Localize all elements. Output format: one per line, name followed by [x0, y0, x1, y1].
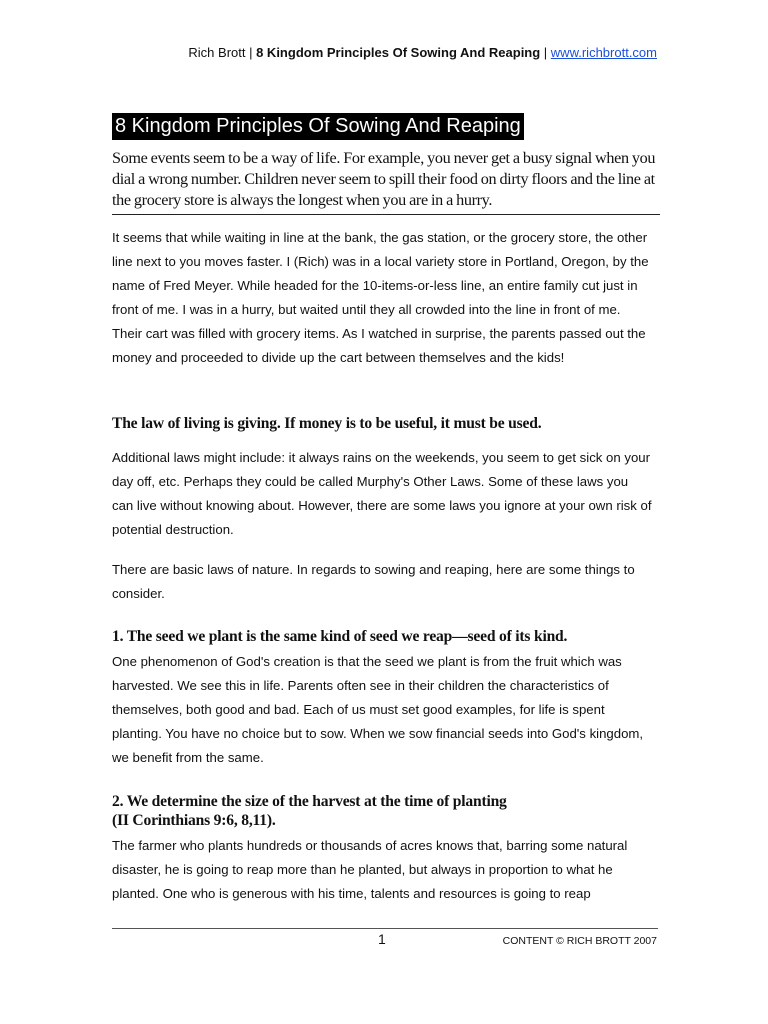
header-title: 8 Kingdom Principles Of Sowing And Reaping: [256, 45, 541, 60]
footer-divider: [112, 928, 658, 929]
header-separator: |: [245, 45, 257, 60]
section-heading: 2. We determine the size of the harvest at the time of planting: [112, 793, 507, 810]
header-author: Rich Brott: [188, 45, 246, 60]
body-paragraph: The farmer who plants hundreds or thousands of acres knows that, barring some natural disaster, he is going to reap more than he planted, but always in proportion to what he planted. One who is generous with his time, talents and resources is going to reap: [112, 838, 628, 901]
body-paragraph: It seems that while waiting in line at the bank, the gas station, or the grocery store, the other line next to you moves faster. I (Rich) was in a local variety store in Portland, Oregon, by the name of Fred Meyer. While headed for the 10-items-or-less line, an entire family cut just in front of me. I was in a hurry, but waited until they all crowded into the line in front of me. Their cart was filled with grocery items. As I watched in surprise, the parents passed out the money and proceeded to divide up the cart between themselves and the kids!: [112, 230, 649, 365]
document-title: 8 Kingdom Principles Of Sowing And Reaping: [112, 113, 524, 140]
running-header: [112, 45, 657, 61]
header-website-link[interactable]: www.richbrott.com: [550, 45, 657, 60]
section-heading: The law of living is giving. If money is to be useful, it must be used.: [112, 415, 542, 432]
header-separator: |: [540, 45, 551, 60]
intro-paragraph: Some events seem to be a way of life. For example, you never get a busy signal when you dial a wrong number. Children never seem to spill their food on dirty floors and the line at the grocery store is always the longest when you are in a hurry.: [112, 148, 660, 215]
body-paragraph: Additional laws might include: it always rains on the weekends, you seem to get sick on your day off, etc. Perhaps they could be called Murphy's Other Laws. Some of these laws you can live without knowing about. However, there are some laws you ignore at your own risk of potential destruction.: [112, 450, 652, 537]
section-heading: 1. The seed we plant is the same kind of seed we reap—seed of its kind.: [112, 628, 568, 645]
footer-copyright: CONTENT © RICH BROTT 2007: [502, 935, 657, 947]
page-number: 1: [378, 931, 386, 947]
body-paragraph: There are basic laws of nature. In regards to sowing and reaping, here are some things to consider.: [112, 562, 635, 601]
section-heading-reference: (II Corinthians 9:6, 8,11).: [112, 812, 276, 829]
body-paragraph: One phenomenon of God's creation is that the seed we plant is from the fruit which was harvested. We see this in life. Parents often see in their children the characteristics of themselves, both good and bad. Each of us must set good examples, for life is spent planting. You have no choice but to sow. When we sow financial seeds into God's kingdom, we benefit from the same.: [112, 654, 644, 765]
